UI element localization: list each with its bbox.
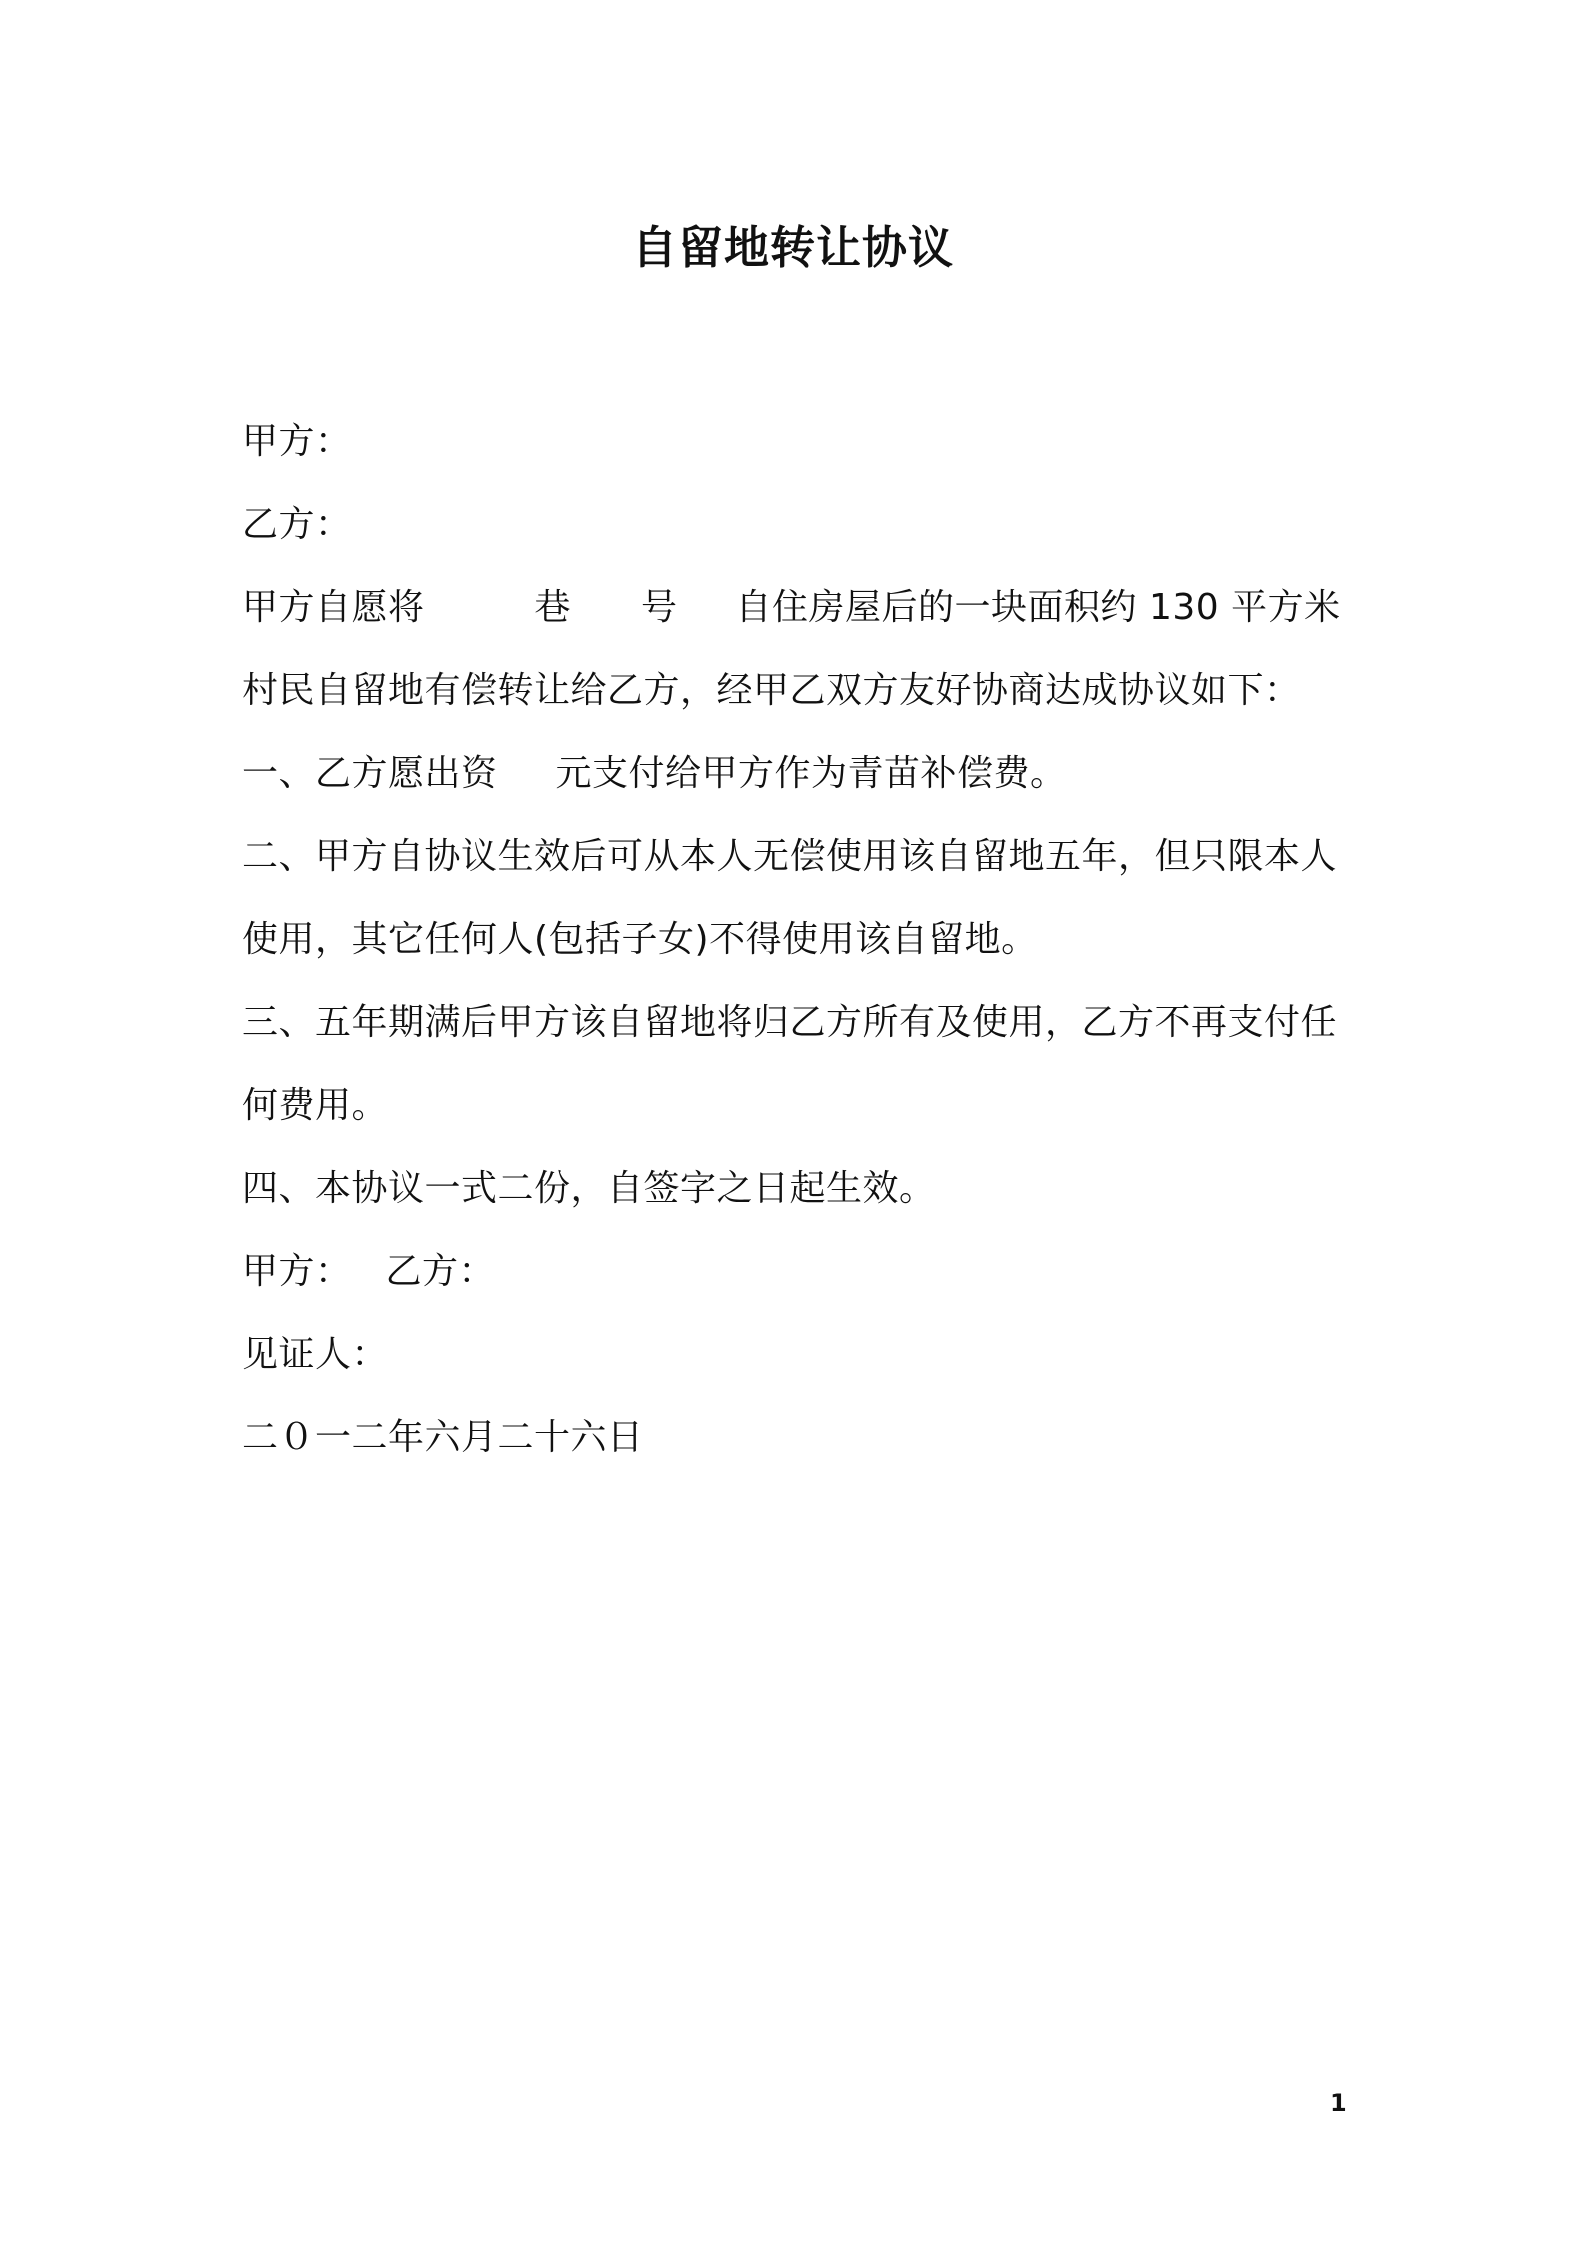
witness-label: 见证人： (242, 1334, 389, 1375)
clause-4-text: 四、本协议一式二份，自签字之日起生效。 (242, 1168, 936, 1209)
document-body (242, 400, 1362, 1479)
intro-text-4: 自住房屋后的一块面积约 130 平方米 (735, 587, 1341, 628)
intro-line-1 (242, 566, 1362, 649)
clause-2-line-2 (242, 898, 1362, 981)
clause-2-text-a: 二、甲方自协议生效后可从本人无偿使用该自留地五年，但只限本人 (242, 836, 1338, 877)
clause-3-text-a: 三、五年期满后甲方该自留地将归乙方所有及使用，乙方不再支付任 (242, 1002, 1338, 1043)
party-a-label: 甲方： (242, 421, 352, 462)
party-b-line (242, 483, 1362, 566)
party-b-label: 乙方： (242, 504, 352, 545)
intro-text-5: 村民自留地有偿转让给乙方，经甲乙双方友好协商达成协议如下： (242, 670, 1301, 711)
clause-1 (242, 732, 1362, 815)
date-line (242, 1396, 1362, 1479)
clause-3-text-b: 何费用。 (242, 1085, 389, 1126)
document-title: 自留地转让协议 (631, 221, 954, 274)
intro-text-3: 号 (641, 587, 678, 628)
clause-3-line-2 (242, 1064, 1362, 1147)
witness-line (242, 1313, 1362, 1396)
intro-line-2 (242, 649, 1362, 732)
clause-2-text-b: 使用，其它任何人(包括子女)不得使用该自留地。 (242, 919, 1038, 960)
clause-4 (242, 1147, 1362, 1230)
clause-2-line-1 (242, 815, 1362, 898)
page-number: 1 (1330, 2089, 1347, 2117)
signature-party-b: 乙方： (385, 1251, 496, 1292)
signature-party-a: 甲方： (242, 1251, 352, 1292)
clause-3-line-1 (242, 981, 1362, 1064)
party-a-line (242, 400, 1362, 483)
clause-1-text-a: 一、乙方愿出资 (242, 753, 498, 794)
clause-1-text-b: 元支付给甲方作为青苗补偿费。 (555, 753, 1067, 794)
signature-line (242, 1230, 1362, 1313)
intro-text-2: 巷 (534, 587, 572, 628)
document-date: 二０一二年六月二十六日 (242, 1417, 644, 1458)
intro-text-1: 甲方自愿将 (242, 587, 425, 628)
